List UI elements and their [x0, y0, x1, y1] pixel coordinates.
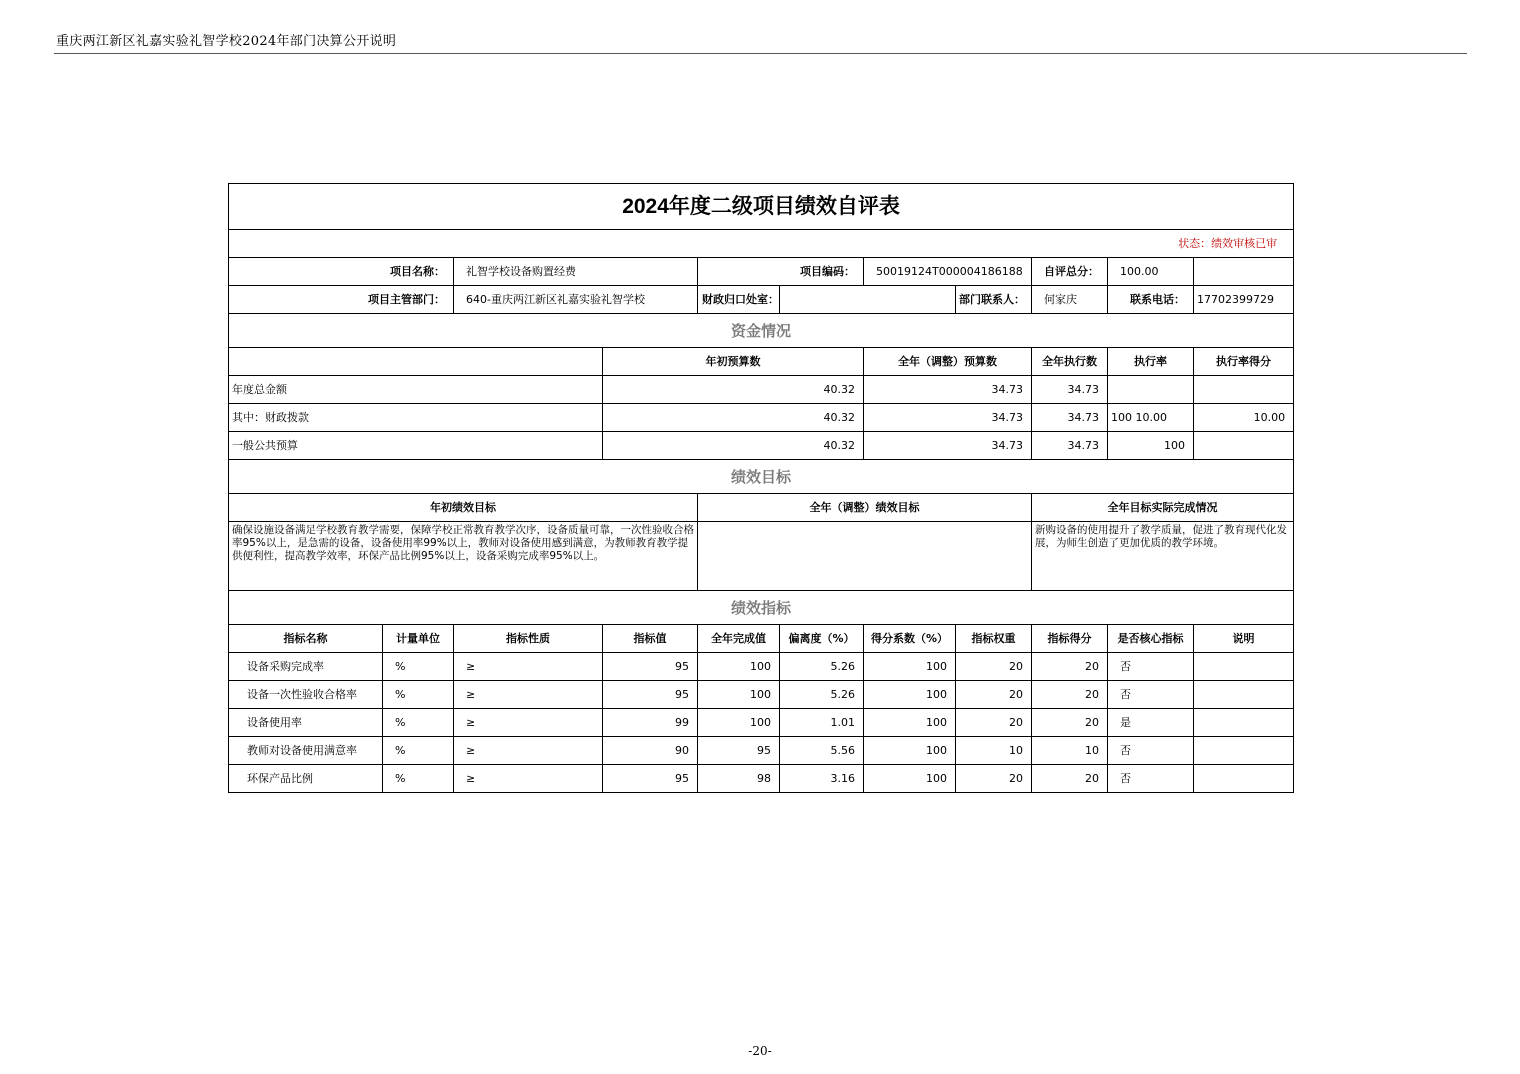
performance-self-evaluation-table: [228, 183, 1294, 793]
indicator-unit: %: [383, 765, 454, 793]
funds-row-adjusted: 34.73: [864, 432, 1032, 460]
indicators-section-title: 绩效指标: [229, 591, 1294, 625]
ind-header-note: 说明: [1194, 625, 1294, 653]
goals-header-actual: 全年目标实际完成情况: [1032, 494, 1294, 522]
funds-header-executed: 全年执行数: [1032, 348, 1108, 376]
funds-row: [229, 404, 1294, 432]
funds-header-adjusted: 全年（调整）预算数: [864, 348, 1032, 376]
indicator-name: 设备使用率: [229, 709, 383, 737]
table-row: [229, 681, 1294, 709]
indicator-score: 20: [1032, 681, 1108, 709]
indicator-weight: 20: [956, 765, 1032, 793]
indicator-core: 否: [1108, 653, 1194, 681]
header-rule: [54, 53, 1467, 54]
project-code-label: 项目编码：: [698, 258, 864, 286]
indicator-deviation: 5.26: [780, 653, 864, 681]
funds-row-initial: 40.32: [603, 376, 864, 404]
indicator-score: 20: [1032, 653, 1108, 681]
indicator-nature: ≥: [454, 709, 603, 737]
funds-row-initial: 40.32: [603, 432, 864, 460]
indicator-core: 是: [1108, 709, 1194, 737]
indicator-name: 设备一次性验收合格率: [229, 681, 383, 709]
table-row: [229, 765, 1294, 793]
indicator-actual: 100: [698, 681, 780, 709]
indicator-rows: [229, 653, 1294, 793]
self-score-value: 100.00: [1108, 258, 1194, 286]
ind-header-nature: 指标性质: [454, 625, 603, 653]
indicator-unit: %: [383, 737, 454, 765]
indicator-deviation: 3.16: [780, 765, 864, 793]
indicator-weight: 20: [956, 681, 1032, 709]
funds-row-rate-weight: [1108, 404, 1194, 432]
table-row: [229, 653, 1294, 681]
indicator-core: 否: [1108, 681, 1194, 709]
indicator-actual: 100: [698, 653, 780, 681]
finance-office-value: [780, 286, 956, 314]
goals-section-title: 绩效目标: [229, 460, 1294, 494]
page-number: -20-: [748, 1044, 772, 1058]
finance-office-label: 财政归口处室：: [698, 286, 780, 314]
indicator-coef: 100: [864, 681, 956, 709]
funds-row-rate: [1108, 376, 1194, 404]
indicator-target: 95: [603, 653, 698, 681]
indicator-name: 教师对设备使用满意率: [229, 737, 383, 765]
indicator-core: 否: [1108, 737, 1194, 765]
funds-header-initial: 年初预算数: [603, 348, 864, 376]
indicator-weight: 10: [956, 737, 1032, 765]
goals-adjusted-text: [698, 522, 1032, 591]
indicator-score: 20: [1032, 709, 1108, 737]
dept-label: 项目主管部门：: [229, 286, 454, 314]
indicator-nature: ≥: [454, 653, 603, 681]
funds-row: [229, 432, 1294, 460]
phone-value: 17702399729: [1194, 286, 1294, 314]
ind-header-name: 指标名称: [229, 625, 383, 653]
ind-header-actual: 全年完成值: [698, 625, 780, 653]
table-row: [229, 709, 1294, 737]
empty-cell: [1194, 258, 1294, 286]
goals-initial-text: 确保设施设备满足学校教育教学需要，保障学校正常教育教学次序，设备质量可靠，一次性验收合格率95%以上，是急需的设备，设备使用率99%以上，教师对设备使用感到满意，为教师教育教学提供便利性，提高教学效率，环保产品比例95%以上，设备采购完成率95%以上。: [229, 522, 698, 591]
goals-header-adjusted: 全年（调整）绩效目标: [698, 494, 1032, 522]
indicator-unit: %: [383, 681, 454, 709]
indicator-note: [1194, 709, 1294, 737]
indicator-unit: %: [383, 709, 454, 737]
indicator-target: 95: [603, 681, 698, 709]
indicator-deviation: 1.01: [780, 709, 864, 737]
indicator-target: 99: [603, 709, 698, 737]
indicator-deviation: 5.26: [780, 681, 864, 709]
indicator-note: [1194, 653, 1294, 681]
ind-header-unit: 计量单位: [383, 625, 454, 653]
indicator-nature: ≥: [454, 681, 603, 709]
funds-row-weight: 10.00: [1135, 410, 1167, 424]
page-header: 重庆两江新区礼嘉实验礼智学校2024年部门决算公开说明: [56, 34, 397, 49]
funds-row-score: 10.00: [1194, 404, 1294, 432]
goals-header-initial: 年初绩效目标: [229, 494, 698, 522]
indicator-weight: 20: [956, 653, 1032, 681]
contact-value: 何家庆: [1032, 286, 1108, 314]
funds-row-rate: 100: [1111, 410, 1132, 424]
dept-value: 640-重庆两江新区礼嘉实验礼智学校: [454, 286, 698, 314]
ind-header-deviation: 偏离度（%）: [780, 625, 864, 653]
funds-row-score: [1194, 432, 1294, 460]
funds-row-adjusted: 34.73: [864, 376, 1032, 404]
funds-row-score: [1194, 376, 1294, 404]
indicator-nature: ≥: [454, 737, 603, 765]
indicator-actual: 100: [698, 709, 780, 737]
funds-row-name: 一般公共预算: [229, 432, 603, 460]
funds-section-title: 资金情况: [229, 314, 1294, 348]
funds-row-adjusted: 34.73: [864, 404, 1032, 432]
indicator-name: 环保产品比例: [229, 765, 383, 793]
indicator-target: 95: [603, 765, 698, 793]
funds-header-rate: 执行率: [1108, 348, 1194, 376]
indicator-actual: 98: [698, 765, 780, 793]
indicator-actual: 95: [698, 737, 780, 765]
funds-row-initial: 40.32: [603, 404, 864, 432]
table-row: [229, 737, 1294, 765]
funds-header-score: 执行率得分: [1194, 348, 1294, 376]
indicator-unit: %: [383, 653, 454, 681]
indicator-coef: 100: [864, 709, 956, 737]
funds-header-blank: [229, 348, 603, 376]
indicator-name: 设备采购完成率: [229, 653, 383, 681]
indicator-note: [1194, 737, 1294, 765]
indicator-nature: ≥: [454, 765, 603, 793]
project-name-value: 礼智学校设备购置经费: [454, 258, 698, 286]
indicator-note: [1194, 681, 1294, 709]
project-name-label: 项目名称：: [229, 258, 454, 286]
ind-header-core: 是否核心指标: [1108, 625, 1194, 653]
funds-row-executed: 34.73: [1032, 432, 1108, 460]
ind-header-target: 指标值: [603, 625, 698, 653]
indicator-coef: 100: [864, 765, 956, 793]
funds-row-name: 年度总金额: [229, 376, 603, 404]
ind-header-weight: 指标权重: [956, 625, 1032, 653]
status-badge: 状态：绩效审核已审: [229, 230, 1294, 258]
ind-header-coef: 得分系数（%）: [864, 625, 956, 653]
ind-header-score: 指标得分: [1032, 625, 1108, 653]
funds-row: [229, 376, 1294, 404]
indicator-score: 20: [1032, 765, 1108, 793]
indicator-weight: 20: [956, 709, 1032, 737]
funds-row-name: 其中：财政拨款: [229, 404, 603, 432]
indicator-coef: 100: [864, 737, 956, 765]
funds-row-executed: 34.73: [1032, 376, 1108, 404]
project-code-value: 50019124T000004186188: [864, 258, 1032, 286]
indicator-score: 10: [1032, 737, 1108, 765]
funds-row-rate: 100: [1108, 432, 1194, 460]
funds-row-executed: 34.73: [1032, 404, 1108, 432]
indicator-note: [1194, 765, 1294, 793]
contact-label: 部门联系人：: [956, 286, 1032, 314]
phone-label: 联系电话：: [1108, 286, 1194, 314]
goals-actual-text: 新购设备的使用提升了教学质量，促进了教育现代化发展，为师生创造了更加优质的教学环境。: [1032, 522, 1294, 591]
indicator-core: 否: [1108, 765, 1194, 793]
self-score-label: 自评总分：: [1032, 258, 1108, 286]
indicator-coef: 100: [864, 653, 956, 681]
indicator-deviation: 5.56: [780, 737, 864, 765]
indicator-target: 90: [603, 737, 698, 765]
form-title: 2024年度二级项目绩效自评表: [229, 184, 1294, 230]
